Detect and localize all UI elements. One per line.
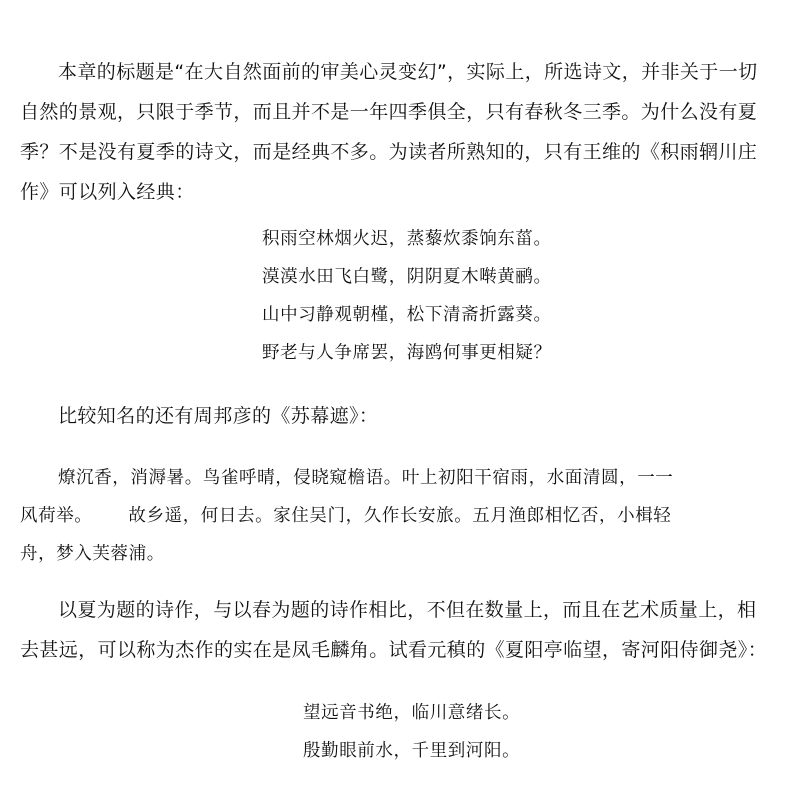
poem-line: 野老与人争席罢，海鸥何事更相疑？: [262, 343, 552, 363]
poem-line: 漠漠水田飞白鹭，阴阴夏木啭黄鹂。: [262, 267, 552, 287]
intro-line-4: 作》可以列入经典：: [20, 181, 195, 203]
poem-line: 望远音书绝，临川意绪长。: [303, 703, 521, 723]
intro-line-3: 季？不是没有夏季的诗文，而是经典不多。为读者所熟知的，只有王维的《积雨辋川庄: [20, 141, 758, 163]
intro-line-1: 本章的标题是“在大自然面前的审美心灵变幻”，实际上，所选诗文，并非关于一切: [58, 61, 758, 83]
xia-intro-paragraph: [20, 590, 790, 670]
yuan-zhen-poem: [303, 694, 520, 770]
ci-line-2-part-2: 故乡遥，何日去。家住吴门，久作长安旅。五月渔郎相忆否，小楫轻: [128, 506, 672, 526]
su-mu-zhe-ci: [20, 459, 790, 573]
zhou-intro-line: 比较知名的还有周邦彦的《苏幕遮》：: [58, 405, 379, 427]
wang-wei-poem: [262, 220, 552, 372]
poem-line: 山中习静观朝槿，松下清斋折露葵。: [262, 305, 552, 325]
ci-line-2: [20, 497, 790, 535]
xia-intro-line-2: 去甚远，可以称为杰作的实在是凤毛麟角。试看元稹的《夏阳亭临望，寄河阳侍御尧》：: [20, 639, 768, 661]
poem-line: 殷勤眼前水，千里到河阳。: [303, 741, 521, 761]
ci-line-2-part-1: 风荷举。: [20, 506, 93, 526]
intro-paragraph: [20, 52, 790, 212]
intro-line-2: 自然的景观，只限于季节，而且并不是一年四季俱全，只有春秋冬三季。为什么没有夏: [20, 101, 758, 123]
zhou-intro-paragraph: [20, 396, 790, 436]
ci-line-1: 燎沉香，消溽暑。鸟雀呼晴，侵晓窥檐语。叶上初阳干宿雨，水面清圆，一一: [58, 468, 674, 488]
poem-line: 积雨空林烟火迟，蒸藜炊黍饷东菑。: [262, 229, 552, 249]
ci-line-3: 舟，梦入芙蓉浦。: [20, 544, 165, 564]
xia-intro-line-1: 以夏为题的诗作，与以春为题的诗作相比，不但在数量上，而且在艺术质量上，相: [58, 599, 757, 621]
